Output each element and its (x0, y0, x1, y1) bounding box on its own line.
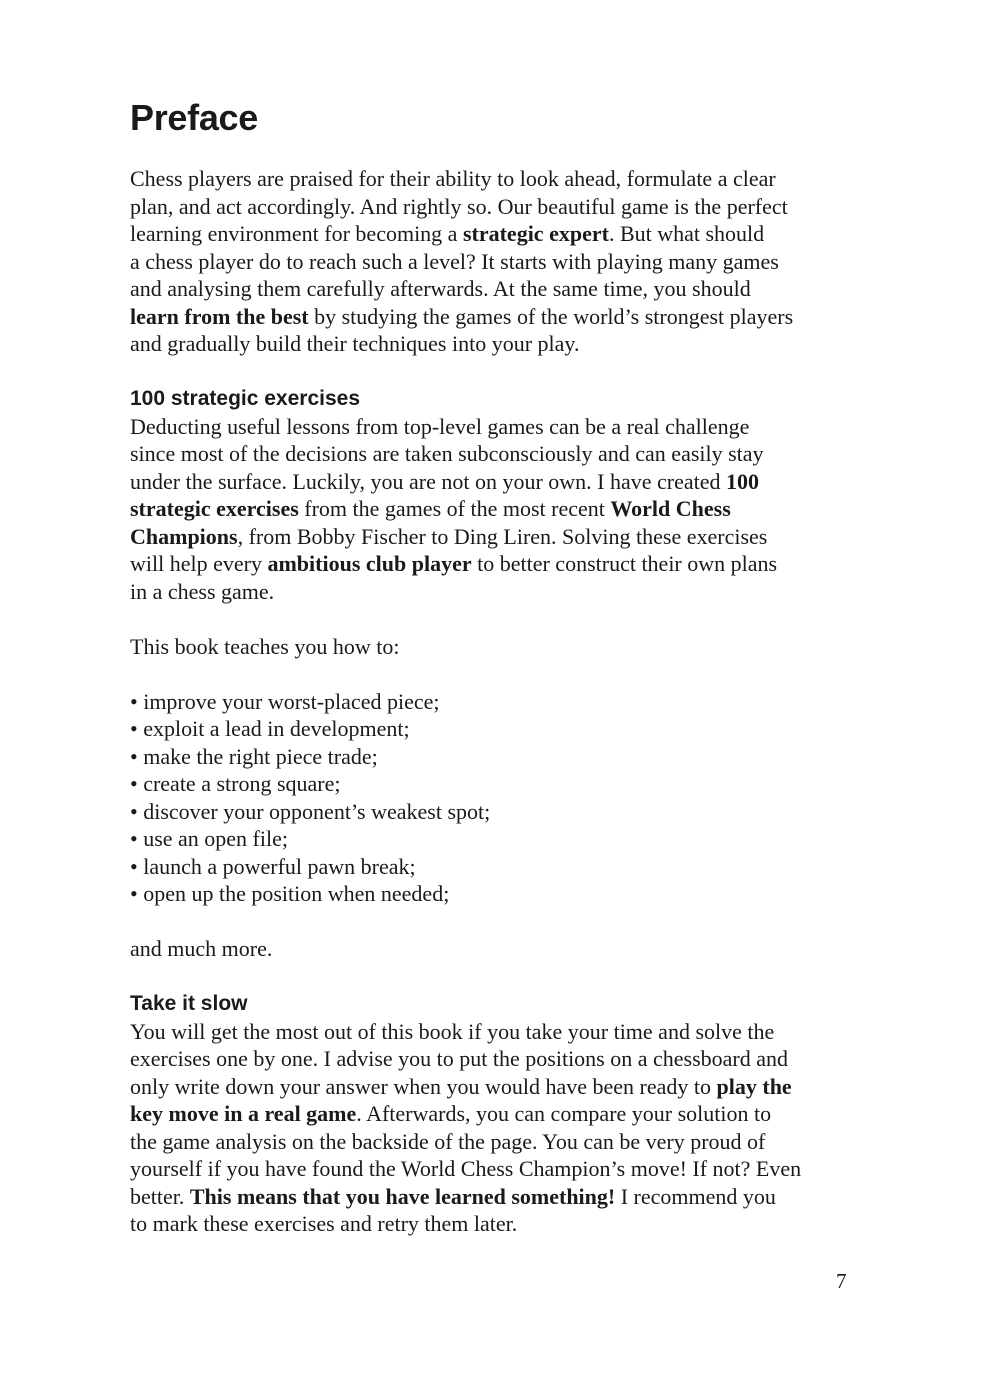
list-item: • discover your opponent’s weakest spot; (130, 798, 875, 826)
list-item: • improve your worst-placed piece; (130, 688, 875, 716)
spacer (130, 358, 875, 385)
list-item: • exploit a lead in development; (130, 715, 875, 743)
exercises-paragraph: Deducting useful lessons from top-level games can be a real challenge since most of the decisions are taken subconsciously and can easily stay under the surface. Luckily, you are not on your own. I have created 100 strategic exercises from the games of the most recent World Chess Champions, from Bobby Fischer to Ding Liren. Solving these exercises will help every ambitious club player to better construct their own plans in a chess game. (130, 413, 778, 604)
emphasis-text: strategic expert (462, 221, 609, 246)
page-number: 7 (836, 1269, 847, 1293)
section-heading-take-it-slow: Take it slow (130, 991, 248, 1015)
page-title: Preface (130, 97, 258, 138)
list-item: • create a strong square; (130, 770, 875, 798)
teaches-intro: This book teaches you how to: (130, 633, 400, 659)
list-item: • launch a powerful pawn break; (130, 853, 875, 881)
emphasis-text: ambitious club player (267, 551, 472, 576)
spacer (130, 660, 875, 688)
document-page (130, 92, 875, 1238)
emphasis-text: learn from the best (130, 303, 309, 329)
spacer (130, 908, 875, 936)
emphasis-text: 100 strategic exercises (130, 468, 760, 521)
list-item: • use an open file; (130, 825, 875, 853)
closing-line: and much more. (130, 936, 273, 961)
emphasis-text: World Chess Champions (130, 496, 731, 549)
take-it-slow-paragraph: You will get the most out of this book if you take your time and solve the exercises one by one. I advise you to put the positions on a chessboard and only write down your answer when you would have been ready to play the key move in a real game. Afterwards, you can compare your solution to the game analysis on the backside of the page. You can be very proud of yourself if you have found the World Chess Champion’s move! If not? Even better. This means that you have learned something! I recommend you to mark these exercises and retry them later. (130, 1018, 802, 1236)
section-heading-exercises: 100 strategic exercises (130, 386, 361, 410)
skills-list (130, 688, 875, 908)
emphasis-text: This means that you have learned something! (189, 1183, 616, 1209)
emphasis-text: play the key move in a real game (130, 1073, 792, 1126)
spacer (130, 605, 875, 633)
list-item: • open up the position when needed; (130, 880, 875, 908)
spacer (130, 963, 875, 990)
intro-paragraph: Chess players are praised for their ability to look ahead, formulate a clear plan, and act accordingly. And rightly so. Our beautiful game is the perfect learning environment for becoming a strategic expert. But what should a chess player do to reach such a level? It starts with playing many games and analysing them carefully afterwards. At the same time, you should learn from the best by studying the games of the world’s strongest players and gradually build their techniques into your play. (130, 166, 794, 356)
list-item: • make the right piece trade; (130, 743, 875, 771)
